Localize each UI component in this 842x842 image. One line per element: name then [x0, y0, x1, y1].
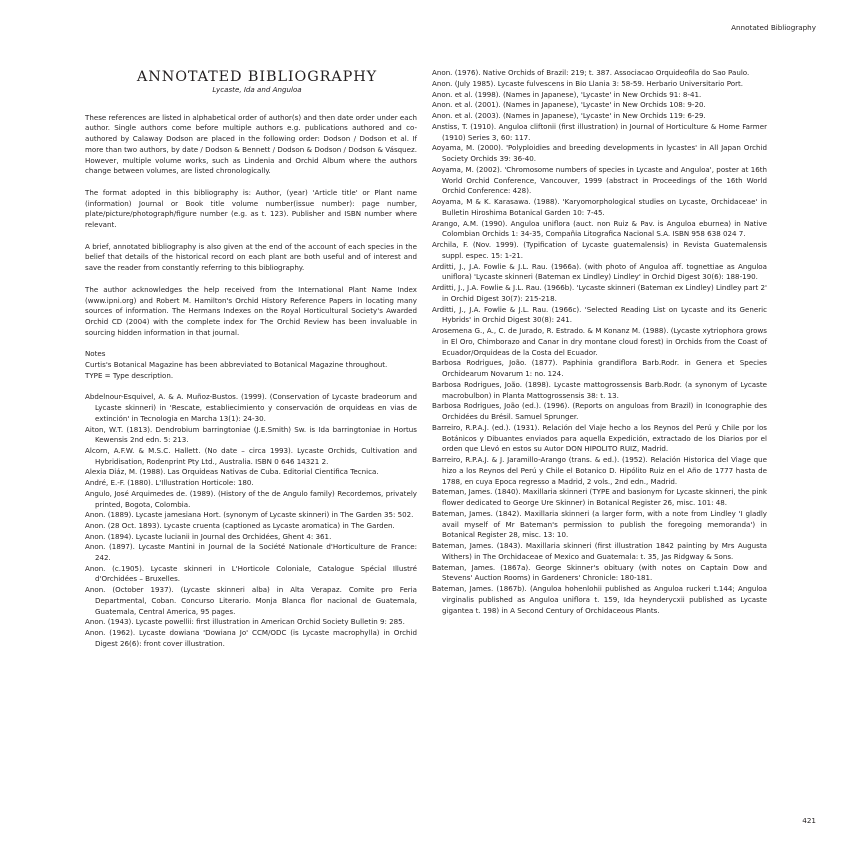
reference-entry: Bateman, James. (1840). Maxillaria skinneri (TYPE and basionym for Lycaste skinneri, the pink flower dedicated to George Ure Skinner) in Botanical Register 26, misc. 101: 48. [432, 487, 767, 507]
reference-entry: Anon. et al. (2003). (Names in Japanese), 'Lycaste' in New Orchids 119: 6-29. [432, 111, 706, 120]
reference-entry: Anon. (July 1985). Lycaste fulvescens in Bio Llania 3: 58-59. Herbario Universitario Port. [432, 78, 744, 88]
reference-entry: Abdelnour-Esquivel, A. & A. Muñoz-Bustos. (1999). (Conservation of Lycaste bradeorum and Lycaste skinneri) in 'Rescate, establiecimiento y conservación de orquideas en vias de extinción' in Tecnologia en Marcha 13(1): 24-30. [85, 392, 417, 423]
reference-entry: Arditti, J., J.A. Fowlie & J.L. Rau. (1966c). 'Selected Reading List on Lycaste and its Generic Hybrids' in Orchid Digest 30(8): 241. [432, 304, 767, 325]
reference-entry: Arditti, J., J.A. Fowlie & J.L. Rau. (1966b). 'Lycaste skinneri (Bateman ex Lindley) Lindley part 2' in Orchid Digest 30(7): 215-218. [432, 283, 767, 303]
left-column [85, 69, 417, 649]
reference-entry: Alexia Diáz, M. (1988). Las Orquideas Nativas de Cuba. Editorial Cientifica Tecnica. [85, 467, 379, 477]
intro-paragraph: A brief, annotated bibliography is also given at the end of the account of each species in the belief that details of the historical record on each plant are both useful and of interest and save the reader from constantly referring to this bibliography. [85, 241, 417, 273]
reference-entry: Anstiss, T. (1910). Anguloa cliftonii (first illustration) in Journal of Horticulture & Home Farmer (1910) Series 3, 60: 117. [432, 121, 767, 142]
reference-entry: Anon. et al. (2001). (Names in Japanese), 'Lycaste' in New Orchids 108: 9-20. [432, 100, 706, 110]
reference-entry: Anon. (1962). Lycaste dowiana 'Dowiana Jo' CCM/ODC (is Lycaste macrophylla) in Orchid Digest 26(6): front cover illustration. [85, 627, 417, 648]
reference-entry: Bateman, James. (1867a). George Skinner's obituary (with notes on Captain Dow and Stevens' Auction Rooms) in Gardeners' Chronicle: 180-181. [432, 562, 767, 583]
left-reference-list [85, 392, 417, 649]
reference-entry: Barbosa Rodrigues, João. (1898). Lycaste mattogrossensis Barb.Rodr. (a synonym of Lycaste macrobulbon) in Planta Mattogrossensis 38: t. 13. [432, 379, 767, 400]
reference-entry: Anon. (1943). Lycaste powellii: first illustration in American Orchid Society Bulletin 9: 285. [85, 617, 405, 627]
reference-entry: Angulo, José Arquimedes de. (1989). (History of the de Angulo family) Recordemos, privately printed, Bogota, Colombia. [85, 488, 417, 509]
reference-entry: Aoyama, M. (2002). 'Chromosome numbers of species in Lycaste and Anguloa', poster at 16th World Orchid Conference, Vancouver, 1999 (abstract in Proceedings of the 16th World Orchid Conference: 428). [432, 164, 767, 196]
right-reference-list [432, 68, 767, 616]
reference-entry: Anon. (1976). Native Orchids of Brazil: 219; t. 387. Associacao Orquideofila do Sao Paulo. [432, 68, 750, 77]
reference-entry: Anon. (1894). Lycaste lucianii in Journal des Orchidées, Ghent 4: 361. [85, 531, 332, 541]
reference-entry: Barbosa Rodrigues, João. (1877). Paphinia grandiflora Barb.Rodr. in Genera et Species Orchidearum Novarum 1: no. 124. [432, 358, 767, 378]
reference-entry: Archila, F. (Nov. 1999). (Typification of Lycaste guatemalensis) in Revista Guatemalensis suppl. espec. 15: 1-21. [432, 240, 767, 260]
reference-entry: André, E.-F. (1880). L'Illustration Horticole: 180. [85, 478, 254, 488]
reference-entry: Bateman, James. (1842). Maxillaria skinneri (a larger form, with a note from Lindley 'I gladly avail myself of Mr Bateman's permission to publish the foregoing memoranda') in Botanical Register 28, misc. 13: 10. [432, 508, 767, 540]
right-column [432, 68, 767, 616]
reference-entry: Anon. (1889). Lycaste jamesiana Hort. (synonym of Lycaste skinneri) in The Garden 35: 502. [85, 510, 414, 520]
reference-entry: Anon. (1897). Lycaste Mantini in Journal de la Société Nationale d'Horticulture de France: 242. [85, 542, 417, 563]
reference-entry: Barreiro, R.P.A.J. (ed.). (1931). Relación del Viaje hecho a los Reynos del Perú y Chile por los Botánicos y Dibuantes enviados para aquella Expedición, extractado de los Diarios por el orden que Llevó en estos su Autor DON HIPOLITO RUIZ, Madrid. [432, 422, 767, 454]
reference-entry: Arditti, J., J.A. Fowlie & J.L. Rau. (1966a). (with photo of Anguloa aff. tognettiae as Anguloa uniflora) 'Lycaste skinneri (Bateman ex Lindley) Lindley' in Orchid Digest 30(6): 188-190. [432, 261, 767, 282]
running-head: Annotated Bibliography [731, 23, 816, 32]
intro-section [85, 113, 417, 339]
reference-entry: Arango, A.M. (1990). Anguloa uniflora (auct. non Ruiz & Pav. is Anguloa eburnea) in Native Colombian Orchids 1: 34-35, Compañia Litografica Nacional S.A. ISBN 958 638 024 7. [432, 218, 767, 239]
reference-entry: Aoyama, M & K. Karasawa. (1988). 'Karyomorphological studies on Lycaste, Orchidaceae' in Bulletin Hiroshima Botanical Garden 10: 7-45. [432, 197, 767, 217]
reference-entry: Bateman, James. (1867b). (Anguloa hohenlohii published as Anguloa ruckeri t.144; Anguloa virginalis published as Anguloa uniflora t. 159, Ida heynderycxii published as Lycaste gigantea t. 198) in A Second Century of Orchidaceous Plants. [432, 584, 767, 615]
intro-paragraph: These references are listed in alphabetical order of author(s) and then date order under each author. Single authors come before multiple authors e.g. publications authored and co-authored by Calaway Dodson are placed in the following order: Dodson / Dodson et al. If more than two authors, by date / Dodson & Bennett / Dodson & Dodson / Dodson & Vásquez. However, multiple volume works, such as Lindenia and Orchid Album where the authors change between volumes, are listed chronologically. [85, 112, 417, 176]
page-title: ANNOTATED BIBLIOGRAPHY [136, 69, 378, 85]
reference-entry: Anon. (c.1905). Lycaste skinneri in L'Horticole Coloniale, Catalogue Spécial Illustré d'Orchidées – Bruxelles. [85, 563, 417, 584]
page-number: 421 [802, 816, 816, 825]
intro-paragraph: The format adopted in this bibliography is: Author, (year) 'Article title' or Plant name (information) Journal or Book title volume number(issue number): page number, plate/picture/photograph/figure number (e.g. as t. 123). Publisher and ISBN number where relevant. [85, 187, 417, 230]
page-subtitle: Lycaste, Ida and Anguloa [212, 85, 302, 94]
intro-paragraph: The author acknowledges the help received from the International Plant Name Index (www.ipni.org) and Robert M. Hamilton's Orchid History Reference Papers in locating many sources of information. The Hermans Indexes on the Royal Horticultural Society's Awarded Orchid CD (2004) with the complete index for The Orchid Review has been invaluable in sourcing hidden information in that journal. [85, 284, 417, 337]
reference-entry: Anon. (October 1937). (Lycaste skinneri alba) in Alta Verapaz. Comite pro Feria Departmental, Coban. Concurso Literario. Monja Blanca flor nacional de Guatemala, Guatemala, Central America, 95 pages. [85, 585, 417, 616]
reference-entry: Aoyama, M. (2000). 'Polyploidies and breeding developments in lycastes' in All Japan Orchid Society Orchids 39: 36-40. [432, 143, 767, 163]
reference-entry: Barreiro, R.P.A.J. & J. Jaramillo-Arango (trans. & ed.). (1952). Relación Historica del Viage que hizo a los Reynos del Perú y Chile el Botanico D. Hipólito Ruiz en el Año de 1777 hasta de 1788, en cuya Epoca regresso a Madrid, 2 vols., 2nd edn., Madrid. [432, 455, 767, 486]
notes-line: Curtis's Botanical Magazine has been abbreviated to Botanical Magazine throughout. [85, 360, 388, 370]
reference-entry: Alcorn, A.F.W. & M.S.C. Hallett. (No date – circa 1993). Lycaste Orchids, Cultivation and Hybridisation, Rodenprint Pty Ltd., Australia. ISBN 0 646 14321 2. [85, 445, 417, 466]
notes-section [85, 349, 417, 381]
notes-line: TYPE = Type description. [85, 370, 174, 380]
reference-entry: Barbosa Rodrigues, João (ed.). (1996). (Reports on anguloas from Brazil) in Iconographie des Orchidées du Brésil. Samuel Sprunger. [432, 401, 767, 421]
notes-heading: Notes [85, 349, 106, 359]
reference-entry: Bateman, James. (1843). Maxillaria skinneri (first illustration 1842 painting by Mrs Augusta Withers) in The Orchidaceae of Mexico and Guatemala: t. 35, Jas Ridgway & Sons. [432, 541, 767, 561]
reference-entry: Anon. et al. (1998). (Names in Japanese), 'Lycaste' in New Orchids 91: 8-41. [432, 89, 702, 99]
reference-entry: Aiton, W.T. (1813). Dendrobium barringtoniae (J.E.Smith) Sw. is Ida barringtoniae in Hortus Kewensis 2nd edn. 5: 213. [85, 424, 417, 445]
reference-entry: Anon. (28 Oct. 1893). Lycaste cruenta (captioned as Lycaste aromatica) in The Garden. [85, 520, 395, 530]
reference-entry: Arosemena G., A., C. de Jurado, R. Estrado. & M Konanz M. (1988). (Lycaste xytriophora grows in El Oro, Chimborazo and Canar in dry montane cloud forest) in Orchids from the Coast of Ecuador/Orquideas de la Costa del Ecuador. [432, 326, 767, 357]
